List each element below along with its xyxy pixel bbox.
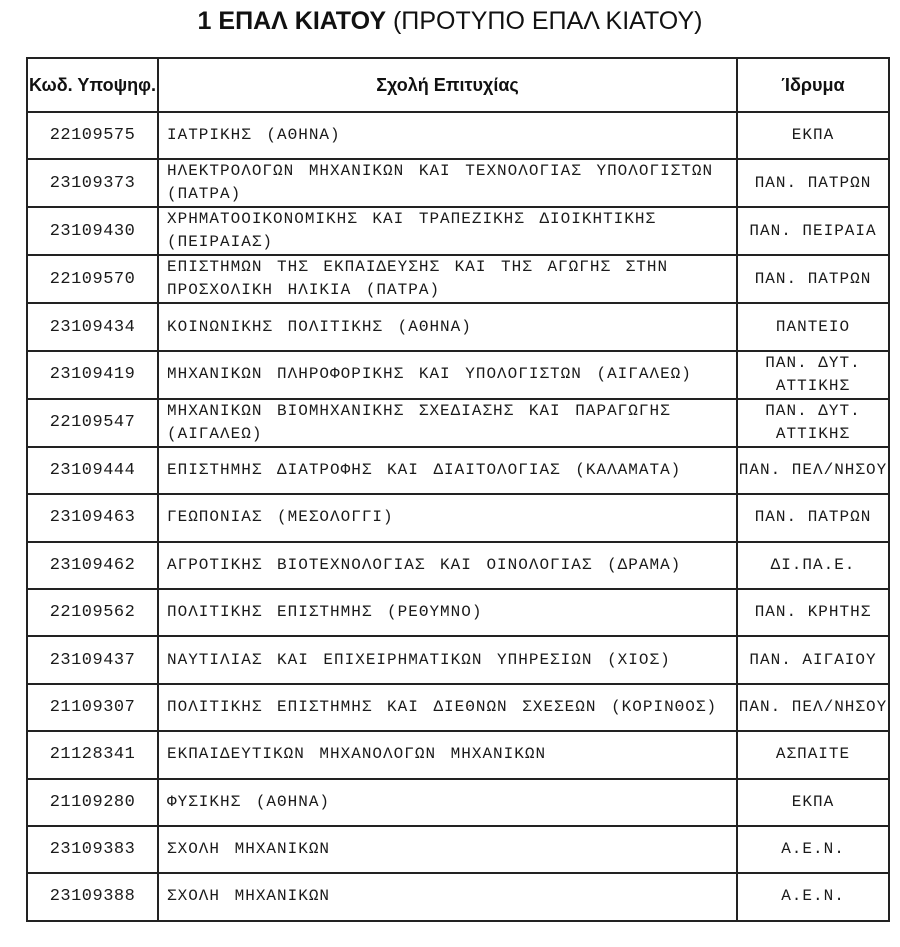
header-candidate-code: Κωδ. Υποψηφ.	[27, 58, 158, 112]
candidate-code: 23109437	[27, 636, 158, 683]
table-row	[27, 447, 889, 494]
school-name-cell: ΠΟΛΙΤΙΚΗΣ ΕΠΙΣΤΗΜΗΣ ΚΑΙ ΔΙΕΘΝΩΝ ΣΧΕΣΕΩΝ (ΚΟΡΙΝΘΟΣ)	[158, 684, 737, 731]
institution-cell: ΠΑΝ. ΔΥΤ. ΑΤΤΙΚΗΣ	[737, 399, 889, 447]
candidate-code: 22109570	[27, 255, 158, 303]
school-name-cell: ΦΥΣΙΚΗΣ (ΑΘΗΝΑ)	[158, 779, 737, 826]
table-row	[27, 779, 889, 826]
table-row	[27, 636, 889, 683]
table-row	[27, 542, 889, 589]
institution-cell: ΠΑΝ. ΠΑΤΡΩΝ	[737, 255, 889, 303]
institution-cell: Α.Ε.Ν.	[737, 873, 889, 920]
candidate-code: 23109444	[27, 447, 158, 494]
table-row	[27, 494, 889, 541]
institution-cell: ΠΑΝΤΕΙΟ	[737, 303, 889, 350]
table-row	[27, 873, 889, 920]
school-name-cell: ΜΗΧΑΝΙΚΩΝ ΒΙΟΜΗΧΑΝΙΚΗΣ ΣΧΕΔΙΑΣΗΣ ΚΑΙ ΠΑΡΑΓΩΓΗΣ (ΑΙΓΑΛΕΩ)	[158, 399, 737, 447]
table-header-row	[27, 58, 889, 112]
school-name: 1 ΕΠΑΛ ΚΙΑΤΟΥ	[197, 7, 387, 35]
institution-cell: ΔΙ.ΠΑ.Ε.	[737, 542, 889, 589]
candidate-code: 23109434	[27, 303, 158, 350]
school-name-cell: ΠΟΛΙΤΙΚΗΣ ΕΠΙΣΤΗΜΗΣ (ΡΕΘΥΜΝΟ)	[158, 589, 737, 636]
table-row	[27, 589, 889, 636]
candidate-code: 22109562	[27, 589, 158, 636]
candidate-code: 21128341	[27, 731, 158, 778]
candidate-code: 21109280	[27, 779, 158, 826]
school-subtitle: (ΠΡΟΤΥΠΟ ΕΠΑΛ ΚΙΑΤΟΥ)	[392, 7, 703, 35]
institution-cell: ΠΑΝ. ΠΑΤΡΩΝ	[737, 494, 889, 541]
candidate-code: 23109419	[27, 351, 158, 399]
candidate-code: 23109383	[27, 826, 158, 873]
table-body	[27, 112, 889, 921]
table-row	[27, 159, 889, 207]
candidate-code: 23109430	[27, 207, 158, 255]
candidate-code: 22109547	[27, 399, 158, 447]
institution-cell: ΠΑΝ. ΑΙΓΑΙΟΥ	[737, 636, 889, 683]
results-table	[26, 57, 890, 922]
header-institution: Ίδρυμα	[737, 58, 889, 112]
school-name-cell: ΣΧΟΛΗ ΜΗΧΑΝΙΚΩΝ	[158, 873, 737, 920]
institution-cell: ΠΑΝ. ΠΕΙΡΑΙΑ	[737, 207, 889, 255]
institution-cell: ΠΑΝ. ΠΑΤΡΩΝ	[737, 159, 889, 207]
institution-cell: ΕΚΠΑ	[737, 112, 889, 159]
school-name-cell: ΝΑΥΤΙΛΙΑΣ ΚΑΙ ΕΠΙΧΕΙΡΗΜΑΤΙΚΩΝ ΥΠΗΡΕΣΙΩΝ (ΧΙΟΣ)	[158, 636, 737, 683]
school-name-cell: ΜΗΧΑΝΙΚΩΝ ΠΛΗΡΟΦΟΡΙΚΗΣ ΚΑΙ ΥΠΟΛΟΓΙΣΤΩΝ (ΑΙΓΑΛΕΩ)	[158, 351, 737, 399]
institution-cell: ΕΚΠΑ	[737, 779, 889, 826]
institution-cell: ΠΑΝ. ΠΕΛ/ΝΗΣΟΥ	[737, 447, 889, 494]
institution-cell: ΠΑΝ. ΠΕΛ/ΝΗΣΟΥ	[737, 684, 889, 731]
candidate-code: 22109575	[27, 112, 158, 159]
table-row	[27, 399, 889, 447]
school-name-cell: ΑΓΡΟΤΙΚΗΣ ΒΙΟΤΕΧΝΟΛΟΓΙΑΣ ΚΑΙ ΟΙΝΟΛΟΓΙΑΣ (ΔΡΑΜΑ)	[158, 542, 737, 589]
table-row	[27, 684, 889, 731]
table-row	[27, 207, 889, 255]
school-name-cell: ΣΧΟΛΗ ΜΗΧΑΝΙΚΩΝ	[158, 826, 737, 873]
candidate-code: 23109462	[27, 542, 158, 589]
school-name-cell: ΓΕΩΠΟΝΙΑΣ (ΜΕΣΟΛΟΓΓΙ)	[158, 494, 737, 541]
candidate-code: 21109307	[27, 684, 158, 731]
table-row	[27, 303, 889, 350]
table-row	[27, 826, 889, 873]
table-row	[27, 351, 889, 399]
school-name-cell: ΚΟΙΝΩΝΙΚΗΣ ΠΟΛΙΤΙΚΗΣ (ΑΘΗΝΑ)	[158, 303, 737, 350]
school-name-cell: ΕΚΠΑΙΔΕΥΤΙΚΩΝ ΜΗΧΑΝΟΛΟΓΩΝ ΜΗΧΑΝΙΚΩΝ	[158, 731, 737, 778]
page-title	[0, 4, 900, 38]
school-name-cell: ΙΑΤΡΙΚΗΣ (ΑΘΗΝΑ)	[158, 112, 737, 159]
institution-cell: ΠΑΝ. ΔΥΤ. ΑΤΤΙΚΗΣ	[737, 351, 889, 399]
candidate-code: 23109463	[27, 494, 158, 541]
school-name-cell: ΕΠΙΣΤΗΜΗΣ ΔΙΑΤΡΟΦΗΣ ΚΑΙ ΔΙΑΙΤΟΛΟΓΙΑΣ (ΚΑΛΑΜΑΤΑ)	[158, 447, 737, 494]
table-row	[27, 731, 889, 778]
school-name-cell: ΗΛΕΚΤΡΟΛΟΓΩΝ ΜΗΧΑΝΙΚΩΝ ΚΑΙ ΤΕΧΝΟΛΟΓΙΑΣ ΥΠΟΛΟΓΙΣΤΩΝ (ΠΑΤΡΑ)	[158, 159, 737, 207]
table-row	[27, 112, 889, 159]
institution-cell: Α.Ε.Ν.	[737, 826, 889, 873]
institution-cell: ΠΑΝ. ΚΡΗΤΗΣ	[737, 589, 889, 636]
institution-cell: ΑΣΠΑΙΤΕ	[737, 731, 889, 778]
school-name-cell: ΕΠΙΣΤΗΜΩΝ ΤΗΣ ΕΚΠΑΙΔΕΥΣΗΣ ΚΑΙ ΤΗΣ ΑΓΩΓΗΣ ΣΤΗΝ ΠΡΟΣΧΟΛΙΚΗ ΗΛΙΚΙΑ (ΠΑΤΡΑ)	[158, 255, 737, 303]
candidate-code: 23109388	[27, 873, 158, 920]
table-row	[27, 255, 889, 303]
candidate-code: 23109373	[27, 159, 158, 207]
school-name-cell: ΧΡΗΜΑΤΟΟΙΚΟΝΟΜΙΚΗΣ ΚΑΙ ΤΡΑΠΕΖΙΚΗΣ ΔΙΟΙΚΗΤΙΚΗΣ (ΠΕΙΡΑΙΑΣ)	[158, 207, 737, 255]
header-school: Σχολή Επιτυχίας	[158, 58, 737, 112]
